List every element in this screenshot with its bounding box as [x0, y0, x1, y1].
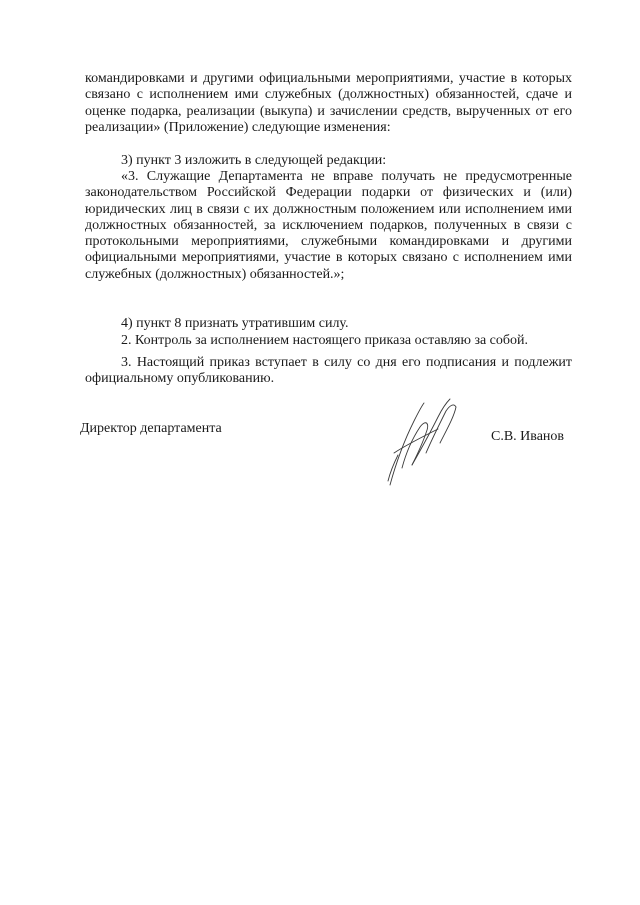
intro-paragraph: командировками и другими официальными мероприятиями, участие в которых связано с исполнением ими служебных (должностных) обязанностей, сдаче и оценке подарка, реализации (выкупа) и зачислении средств, вырученных от его реализации» (Приложение) следующие изменения: — [85, 71, 572, 135]
signatory-name: С.В. Иванов — [491, 429, 565, 444]
item-3-heading: 3) пункт 3 изложить в следующей редакции: — [121, 153, 387, 168]
item-3-text: «3. Служащие Департамента не вправе получать не предусмотренные законодательством Российской Федерации подарки от физических и (или) юридических лиц в связи с их должностным положением или исполнением ими должностных обязанностей, за исключением подарков, полученных в связи с протокольными мероприятиями, служебными командировками и другими официальными мероприятиями, участие в которых связано с исполнением ими служебных (должностных) обязанностей.»; — [85, 169, 572, 282]
handwritten-signature-icon — [380, 393, 470, 488]
item-4-paragraph: 4) пункт 8 признать утратившим силу. — [121, 316, 349, 331]
point-3-paragraph: 3. Настоящий приказ вступает в силу со дня его подписания и подлежит официальному опубликованию. — [85, 355, 572, 387]
point-2-paragraph: 2. Контроль за исполнением настоящего приказа оставляю за собой. — [121, 333, 529, 348]
signatory-title: Директор департамента — [80, 421, 222, 436]
